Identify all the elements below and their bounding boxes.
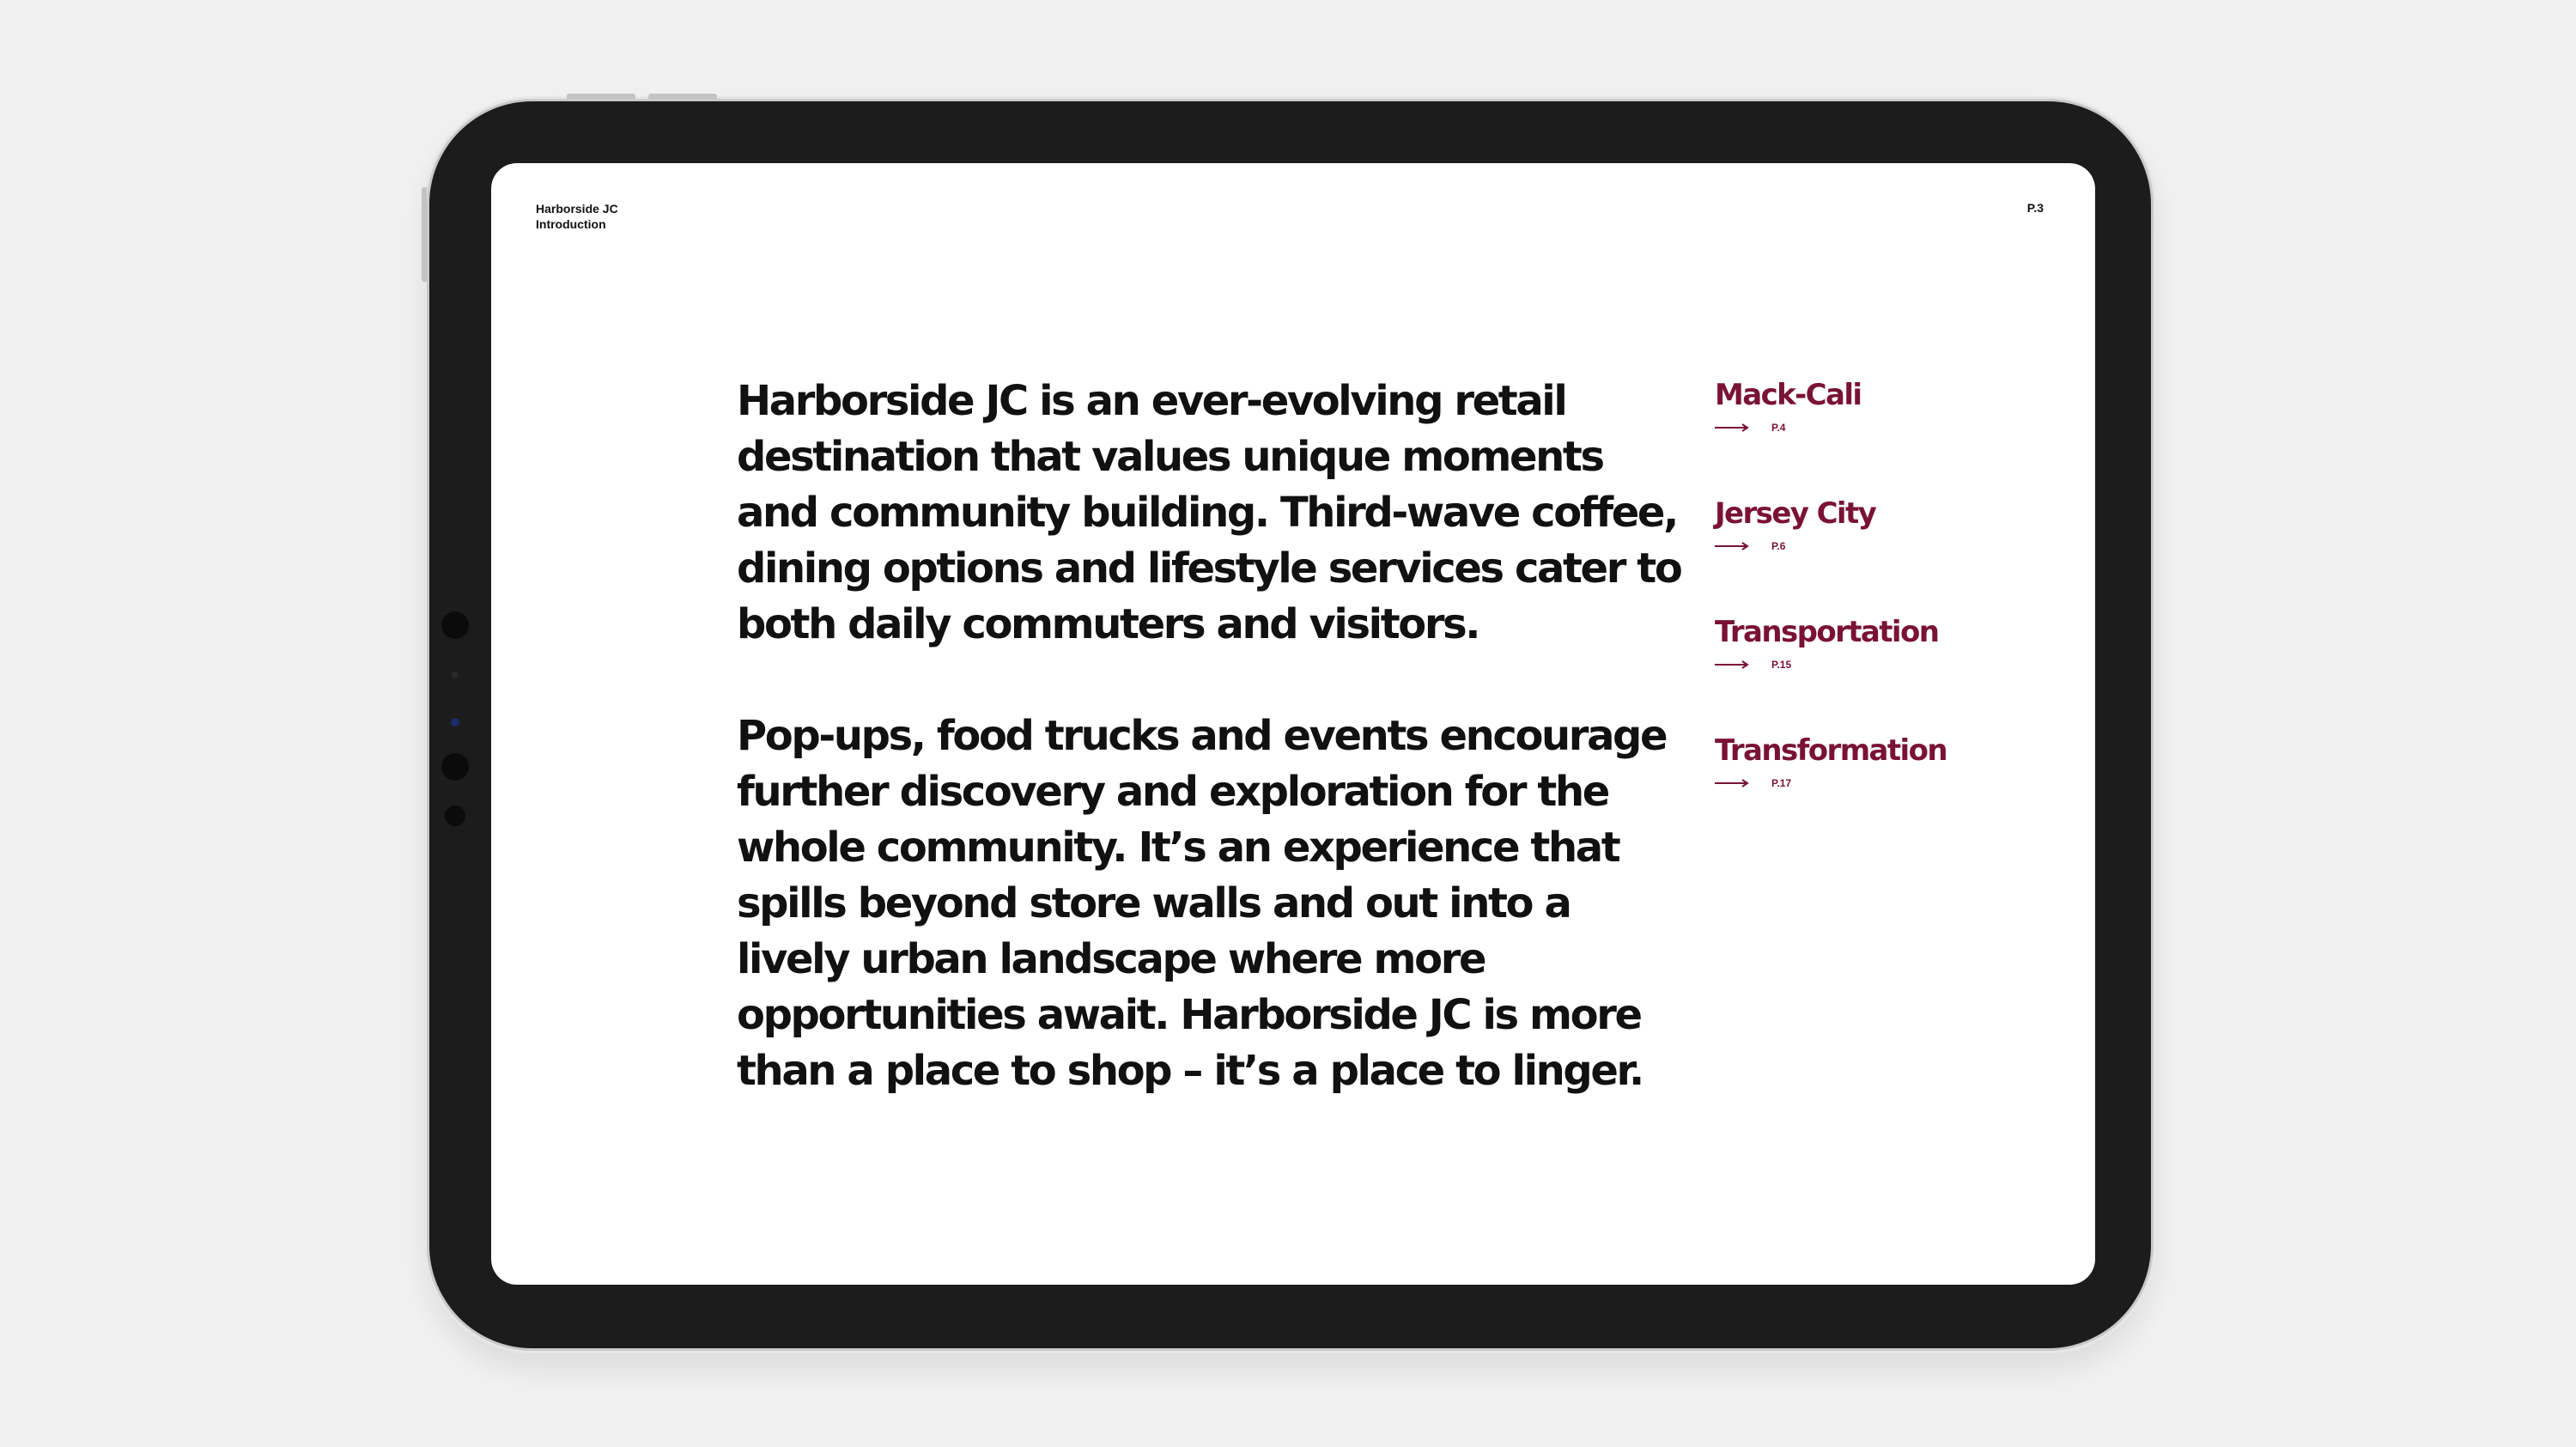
nav-link-page: P.17: [1771, 777, 1792, 789]
nav-link-page: P.4: [1771, 422, 1786, 434]
section-title: Introduction: [536, 217, 606, 231]
sensor-dot: [445, 806, 465, 826]
camera-lens: [441, 753, 469, 781]
nav-link-transportation[interactable]: [1715, 615, 2041, 733]
page-number: P.3: [2026, 201, 2044, 215]
nav-link-transformation[interactable]: [1715, 733, 2041, 852]
arrow-right-icon: [1715, 423, 1749, 433]
nav-link-jersey-city[interactable]: [1715, 496, 2041, 615]
section-nav: [1715, 378, 2041, 852]
volume-button: [648, 94, 717, 99]
nav-link-label: Jersey City: [1715, 496, 1876, 531]
nav-link-label: Transportation: [1715, 615, 1939, 649]
body-paragraph: Pop-ups, food trucks and events encourage further discovery and exploration for the whole community. It’s an experience that spills beyond store walls and out into a lively urban landscape where more opportunities await. Harborside JC is more than a place to shop – it’s a place to linger.: [737, 712, 1667, 1095]
arrow-right-icon: [1715, 541, 1749, 551]
main-copy: [737, 374, 1681, 1155]
document-header: [536, 201, 618, 232]
sensor-dot: [452, 672, 459, 678]
power-button: [422, 187, 427, 282]
nav-link-page: P.15: [1771, 659, 1792, 671]
nav-link-label: Transformation: [1715, 733, 1947, 768]
nav-link-label: Mack-Cali: [1715, 378, 1862, 412]
arrow-right-icon: [1715, 778, 1749, 788]
nav-link-mack-cali[interactable]: [1715, 378, 2041, 496]
screen: [491, 163, 2095, 1285]
camera-lens: [441, 611, 469, 639]
nav-link-page: P.6: [1771, 540, 1786, 552]
arrow-right-icon: [1715, 660, 1749, 670]
intro-paragraph: Harborside JC is an ever-evolving retail destination that values unique moments and community building. Third-wave coffee, dining options and lifestyle services cater to both daily commuters and visitors.: [737, 377, 1681, 648]
sensor-dot: [451, 718, 459, 727]
document-title: Harborside JC: [536, 202, 618, 216]
ipad-device: [429, 101, 2151, 1348]
volume-button: [567, 94, 635, 99]
